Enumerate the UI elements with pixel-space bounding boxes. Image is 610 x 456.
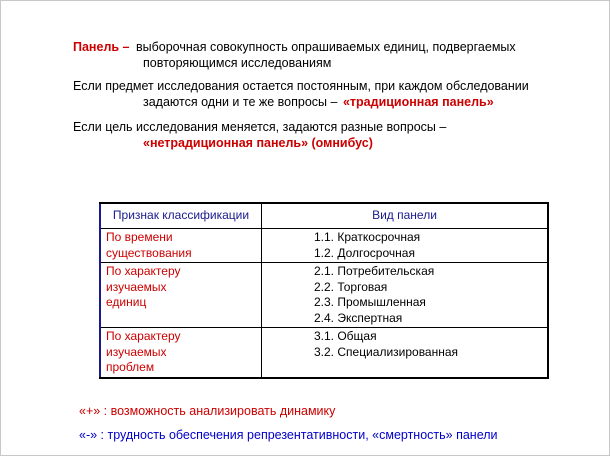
traditional-line-2: задаются одни и те же вопросы – — [143, 95, 338, 109]
row-items — [262, 229, 549, 263]
row-category — [100, 263, 262, 328]
row-items — [262, 263, 549, 328]
nontraditional-term: «нетрадиционная панель» (омнибус) — [143, 136, 373, 150]
definition-paragraph — [73, 39, 516, 71]
note-plus: «+» : возможность анализировать динамику — [79, 404, 336, 418]
traditional-paragraph — [73, 78, 529, 110]
category-line: По времени — [106, 230, 173, 244]
definition-line-1: выборочная совокупность опрашиваемых единиц, подвергаемых — [135, 40, 516, 54]
table-row — [100, 263, 548, 328]
panel-type-item: 1.2. Долгосрочная — [314, 245, 415, 260]
panel-type-item: 3.1. Общая — [314, 329, 377, 343]
table-row — [100, 229, 548, 263]
nontraditional-paragraph — [73, 119, 446, 151]
row-category — [100, 229, 262, 263]
traditional-line-1: Если предмет исследования остается постоянным, при каждом обследовании — [73, 79, 529, 93]
panel-type-item: 2.1. Потребительская — [314, 264, 435, 278]
category-line: По характеру — [106, 329, 181, 343]
table-row — [100, 328, 548, 378]
classification-table — [99, 202, 549, 379]
category-line: существования — [106, 245, 192, 260]
traditional-term: «традиционная панель» — [342, 95, 494, 109]
panel-type-item: 1.1. Краткосрочная — [314, 230, 421, 244]
panel-type-item: 2.2. Торговая — [314, 279, 388, 294]
header-classification: Признак классификации — [100, 203, 262, 229]
category-line: изучаемых — [106, 344, 167, 359]
nontraditional-line-1: Если цель исследования меняется, задаются разные вопросы – — [73, 120, 447, 134]
note-minus: «-» : трудность обеспечения репрезентативности, «смертность» панели — [79, 428, 498, 442]
panel-type-item: 2.3. Промышленная — [314, 295, 426, 309]
definition-line-2: повторяющимся исследованиям — [143, 56, 332, 70]
table-header-row — [100, 203, 548, 229]
header-panel-type: Вид панели — [262, 203, 549, 229]
row-items — [262, 328, 549, 378]
category-line: изучаемых — [106, 279, 167, 294]
category-line: единиц — [106, 295, 147, 309]
category-line: По характеру — [106, 264, 181, 278]
definition-term: Панель – — [73, 40, 130, 54]
panel-type-item: 2.4. Экспертная — [314, 310, 403, 325]
row-category — [100, 328, 262, 378]
panel-type-item: 3.2. Специализированная — [314, 344, 459, 359]
category-line: проблем — [106, 360, 155, 374]
